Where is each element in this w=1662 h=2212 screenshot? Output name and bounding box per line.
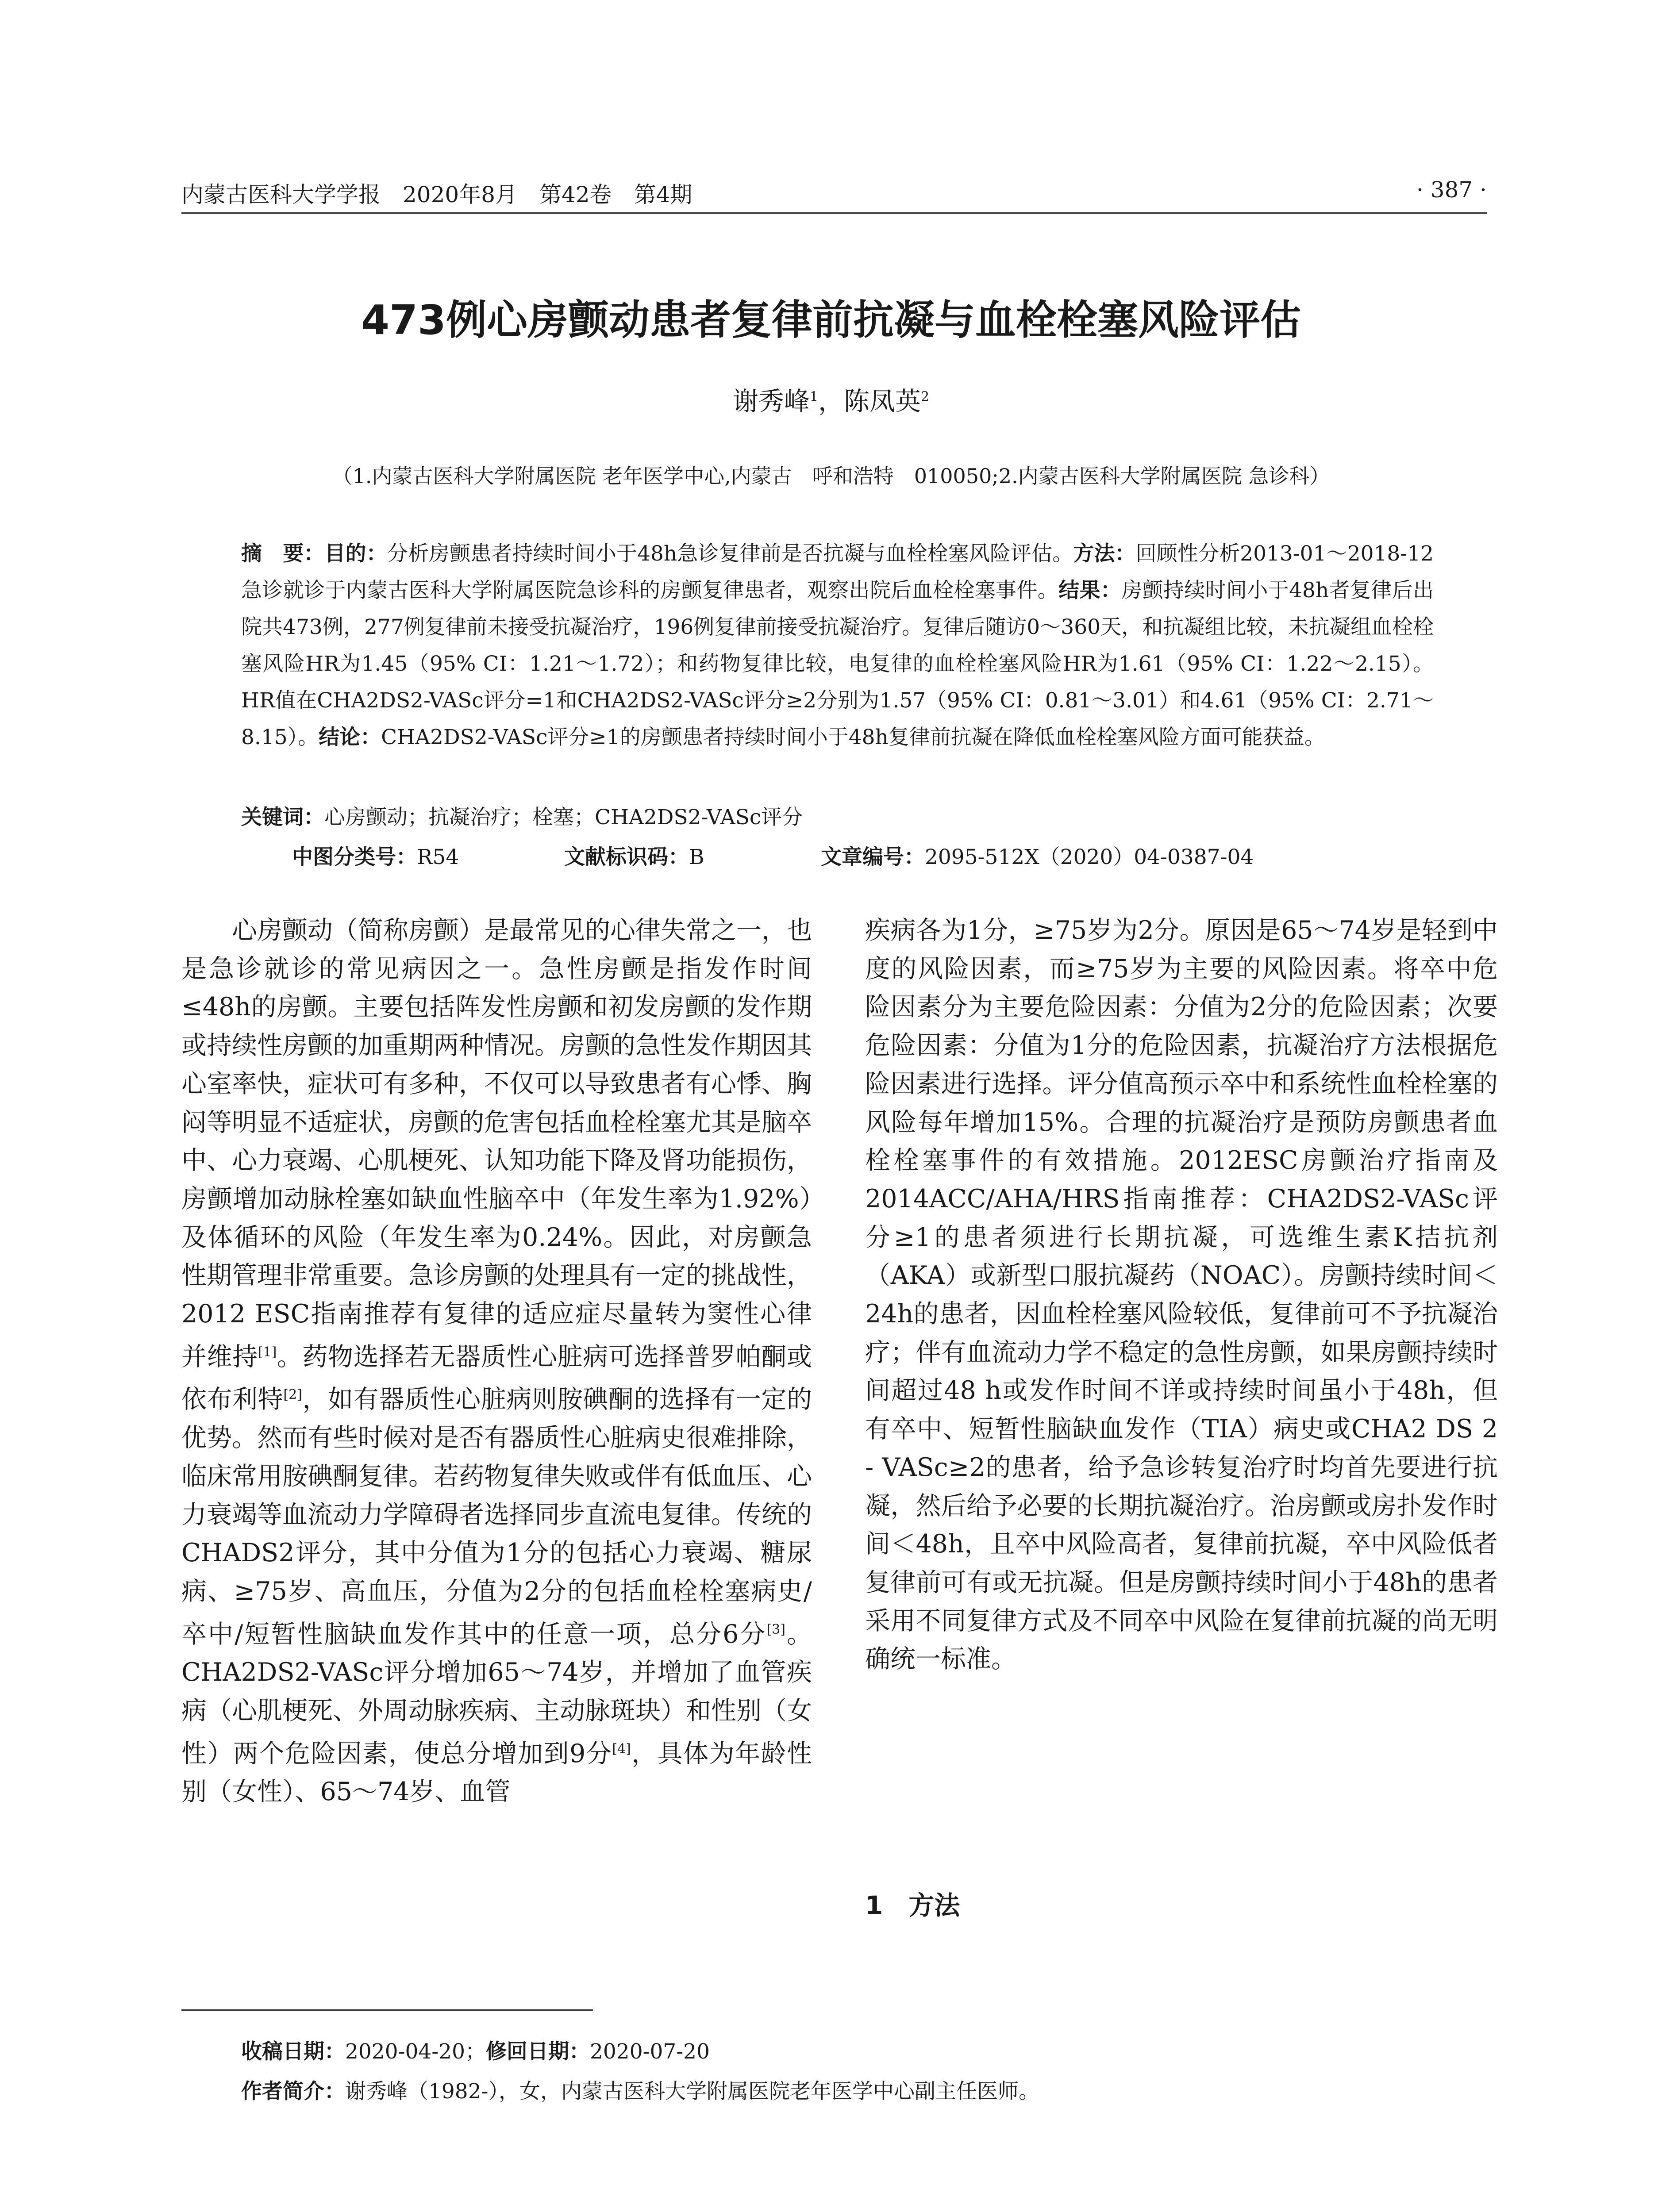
doc-code-label: 文献标识码： — [564, 845, 689, 869]
author-affil-mark: 1 — [809, 389, 818, 405]
received-date: 2020-04-20； — [345, 2039, 486, 2064]
keywords — [241, 801, 803, 830]
revised-date: 2020-07-20 — [589, 2039, 710, 2064]
clc-label: 中图分类号： — [292, 845, 417, 869]
article-number-label: 文章编号： — [821, 845, 925, 869]
clc-value: R54 — [417, 845, 459, 869]
citation-mark: [1] — [258, 1344, 277, 1360]
body-left-column — [181, 911, 812, 1811]
body-text: 心房颤动（简称房颤）是最常见的心律失常之一，也是急诊就诊的常见病因之一。急性房颤是指发作时间≤48h的房颤。主要包括阵发性房颤和初发房颤的发作期或持续性房颤的加重期两种情况。房颤的急性发作期因其心室率快，症状可有多种，不仅可以导致患者有心悸、胸闷等明显不适症状，房颤的危害包括血栓栓塞尤其是脑卒中、心力衰竭、心肌梗死、认知功能下降及肾功能损伤，房颤增加动脉栓塞如缺血性脑卒中（年发生率为1.92%）及体循环的风险（年发生率为0.24%。因此，对房颤急性期管理非常重要。急诊房颤的处理具有一定的挑战性，2012 ESC指南推荐有复律的适应症尽量转为窦性心律并维持 — [181, 916, 812, 1371]
abstract-objective: 分析房颤患者持续时间小于48h急诊复律前是否抗凝与血栓栓塞风险评估。 — [387, 541, 1073, 566]
abstract-results: 房颤持续时间小于48h者复律后出院共473例，277例复律前未接受抗凝治疗，196例复律前接受抗凝治疗。复律后随访0～360天，和抗凝组比较，未抗凝组血栓栓塞风险HR为1.45（95% CI：1.21～1.72）；和药物复律比较，电复律的血栓栓塞风险HR为1.61（95% CI：1.22～2.15）。HR值在CHA2DS2-VASc评分=1和CHA2DS2-VASc评分≥2分别为1.57（95% CI：0.81～3.01）和4.61（95% CI：2.71～8.15）。 — [241, 578, 1434, 749]
clc-number — [292, 841, 459, 870]
page-number: · 387 · — [1416, 177, 1487, 203]
footnote-author-bio — [241, 2075, 1039, 2104]
header-rule — [181, 212, 1487, 214]
abstract — [241, 535, 1434, 756]
body-text: ，如有器质性心脏病则胺碘酮的选择有一定的优势。然而有些时候对是否有器质性心脏病史很难排除，临床常用胺碘酮复律。若药物复律失败或伴有低血压、心力衰竭等血流动力学障碍者选择同步直流电复律。传统的CHADS2评分，其中分值为1分的包括心力衰竭、糖尿病、≥75岁、高血压，分值为2分的包括血栓栓塞病史/卒中/短暂性脑缺血发作其中的任意一项，总分6分 — [181, 1385, 812, 1649]
article-number-value: 2095-512X（2020）04-0387-04 — [925, 845, 1254, 869]
keywords-label: 关键词： — [241, 805, 324, 830]
body-right-column: 疾病各为1分，≥75岁为2分。原因是65～74岁是轻到中度的风险因素，而≥75岁为主要的风险因素。将卒中危险因素分为主要危险因素：分值为2分的危险因素；次要危险因素：分值为1分的危险因素，抗凝治疗方法根据危险因素进行选择。评分值高预示卒中和系统性血栓栓塞的风险每年增加15%。合理的抗凝治疗是预防房颤患者血栓栓塞事件的有效措施。2012ESC房颤治疗指南及2014ACC/AHA/HRS指南推荐：CHA2DS2-VASc评分≥1的患者须进行长期抗凝，可选维生素K拮抗剂（AKA）或新型口服抗凝药（NOAC）。房颤持续时间＜24h的患者，因血栓栓塞风险较低，复律前可不予抗凝治疗；伴有血流动力学不稳定的急性房颤，如果房颤持续时间超过48 h或发作时间不详或持续时间虽小于48h，但有卒中、短暂性脑缺血发作（TIA）病史或CHA2 DS 2 - VASc≥2的患者，给予急诊转复治疗时均首先要进行抗凝，然后给予必要的长期抗凝治疗。治房颤或房扑发作时间＜48h，且卒中风险高者，复律前抗凝，卒中风险低者复律前可有或无抗凝。但是房颤持续时间小于48h的患者采用不同复律方式及不同卒中风险在复律前抗凝的尚无明确统一标准。 — [865, 916, 1498, 1674]
bio-text: 谢秀峰（1982-），女，内蒙古医科大学附属医院老年医学中心副主任医师。 — [345, 2079, 1039, 2104]
abstract-methods: 回顾性分析2013-01～2018-12急诊就诊于内蒙古医科大学附属医院急诊科的房颤复律患者，观察出院后血栓栓塞事件。 — [241, 541, 1434, 603]
author-name: 陈凤英 — [844, 386, 921, 416]
doc-code-value: B — [689, 845, 704, 869]
abstract-objective-label: 目的： — [324, 541, 387, 566]
citation-mark: [4] — [612, 1741, 631, 1757]
citation-mark: [3] — [766, 1621, 785, 1637]
author-affil-mark: 2 — [921, 389, 930, 405]
journal-info: 内蒙古医科大学学报 2020年8月 第42卷 第4期 — [181, 182, 692, 207]
author-list — [0, 380, 1662, 418]
section-heading: 1 方法 — [865, 1890, 960, 1920]
abstract-methods-label: 方法： — [1073, 541, 1136, 566]
author-name: 谢秀峰 — [732, 386, 810, 416]
article-number — [821, 841, 1254, 870]
body-text: 。药物选择若无器质性心脏病可选择普罗帕酮或依布利特 — [181, 1342, 812, 1414]
abstract-results-label: 结果： — [1058, 578, 1122, 603]
footnote-dates — [241, 2035, 710, 2065]
body-text: ，具体为年龄性别（女性）、65～74岁、血管 — [181, 1739, 812, 1807]
footnote-rule — [181, 2009, 593, 2011]
received-label: 收稿日期： — [241, 2039, 345, 2064]
affiliation: （1.内蒙古医科大学附属医院 老年医学中心,内蒙古 呼和浩特 010050;2.内蒙古医科大学附属医院 急诊科） — [332, 464, 1330, 488]
keywords-value: 心房颤动；抗凝治疗；栓塞；CHA2DS2-VASc评分 — [324, 805, 803, 830]
citation-mark: [2] — [283, 1387, 302, 1403]
bio-label: 作者简介： — [241, 2079, 345, 2104]
revised-label: 修回日期： — [485, 2039, 590, 2064]
running-header — [181, 177, 1487, 217]
body-text: 。CHA2DS2-VASc评分增加65～74岁，并增加了血管疾病（心肌梗死、外周动脉疾病、主动脉斑块）和性别（女性）两个危险因素，使总分增加到9分 — [181, 1619, 812, 1768]
article-title: 473例心房颤动患者复律前抗凝与血栓栓塞风险评估 — [361, 296, 1301, 344]
abstract-conclusion: CHA2DS2-VASc评分≥1的房颤患者持续时间小于48h复律前抗凝在降低血栓栓塞风险方面可能获益。 — [381, 725, 1325, 749]
abstract-conclusion-label: 结论： — [319, 725, 381, 749]
abstract-label: 摘 要： — [241, 541, 325, 566]
document-code — [564, 841, 704, 870]
author-separator: ， — [818, 386, 844, 416]
